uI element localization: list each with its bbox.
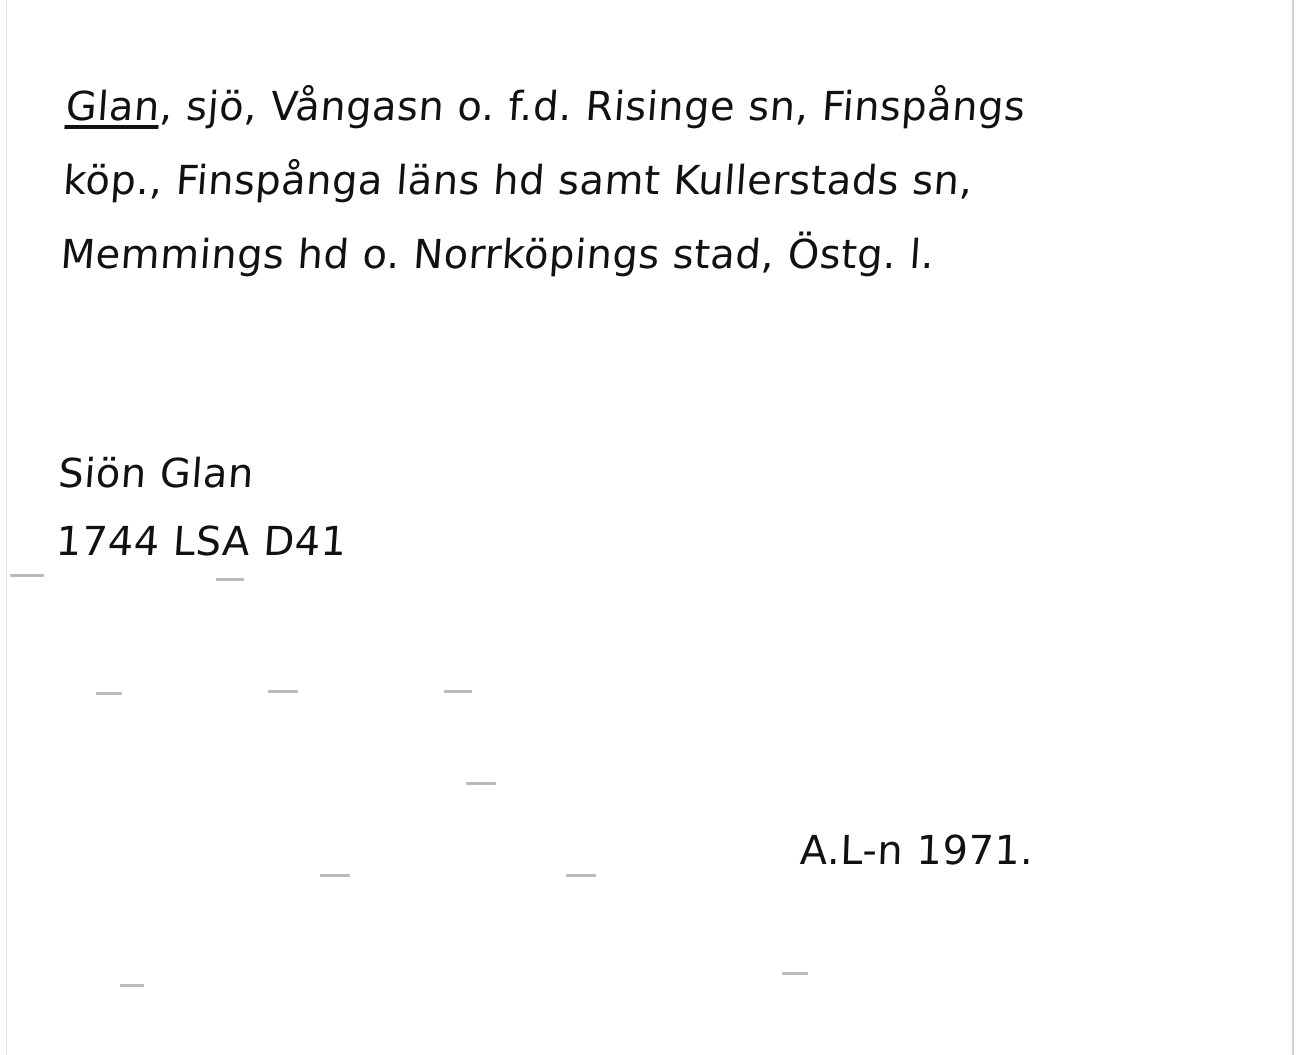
scan-speck <box>96 692 122 695</box>
source-reference: 1744 LSA D41 <box>54 519 349 565</box>
scan-edge-left <box>6 0 7 1055</box>
scan-speck <box>320 874 350 877</box>
source-block <box>54 440 349 576</box>
scan-speck <box>216 578 244 581</box>
scan-speck <box>268 690 298 693</box>
scan-speck <box>466 782 496 785</box>
scan-speck <box>10 574 44 577</box>
scan-speck <box>444 690 472 693</box>
entry-line-1 <box>63 70 1248 144</box>
headword: Glan <box>64 84 162 130</box>
source-name-form: Siön Glan <box>56 451 256 497</box>
scan-speck <box>566 874 596 877</box>
entry-line-3: Memmings hd o. Norrköpings stad, Östg. l. <box>59 232 937 278</box>
scan-speck <box>120 984 144 987</box>
entry-line-2: köp., Finspånga läns hd samt Kullerstads sn, <box>61 158 975 204</box>
signature: A.L-n 1971. <box>799 828 1035 874</box>
scan-speck <box>782 972 808 975</box>
entry-line-1-rest: , sjö, Vångasn o. f.d. Risinge sn, Finspångs <box>158 84 1028 130</box>
scan-edge-right <box>1292 0 1294 1055</box>
entry-text-block <box>58 70 1246 292</box>
